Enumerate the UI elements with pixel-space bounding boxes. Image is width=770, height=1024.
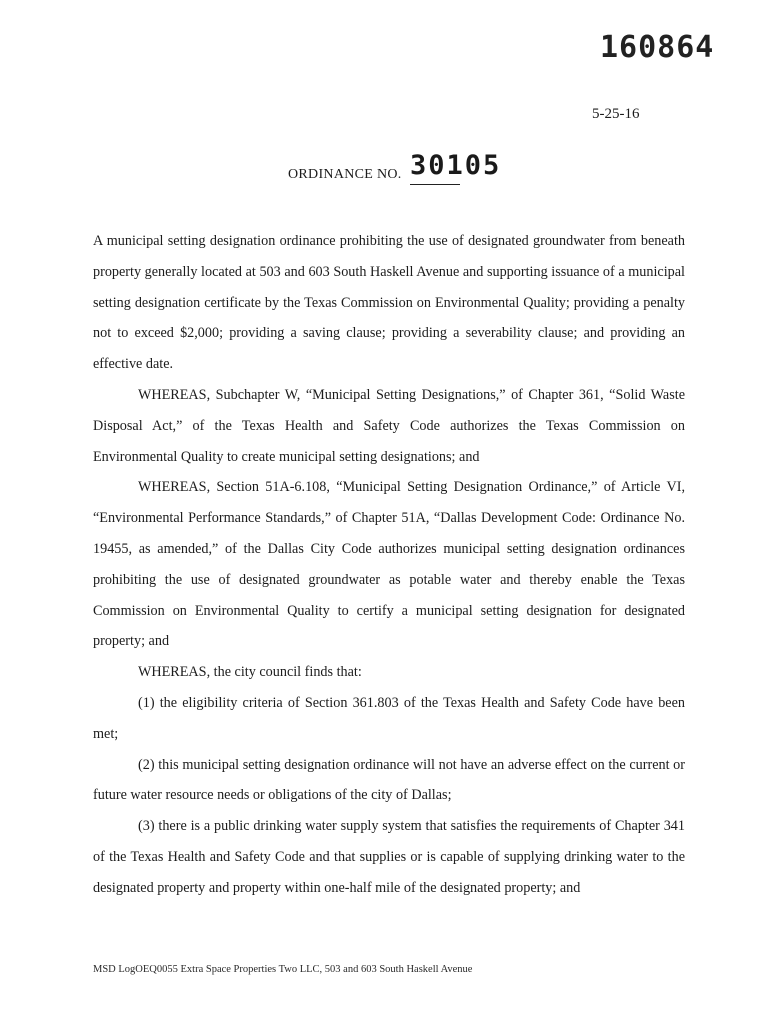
ordinance-number-underline	[410, 184, 460, 185]
ordinance-title	[288, 150, 548, 190]
whereas-paragraph-2: WHEREAS, Section 51A-6.108, “Municipal Setting Designation Ordinance,” of Article VI, “Environmental Performance Standards,” of Chapter 51A, “Dallas Development Code: Ordinance No. 19455, as amended,” of the Dallas City Code authorizes municipal setting designation ordinances prohibiting the use of designated groundwater as potable water and thereby enable the Texas Commission on Environmental Quality to certify a municipal setting designation for designated property; and	[93, 479, 685, 650]
ordinance-label: ORDINANCE NO.	[288, 167, 402, 182]
ordinance-body	[93, 226, 685, 904]
stamped-file-number: 160864	[600, 30, 715, 65]
finding-paragraph-2: (2) this municipal setting designation ordinance will not have an adverse effect on the current or future water resource needs or obligations of the city of Dallas;	[93, 756, 685, 804]
whereas-paragraph-3: WHEREAS, the city council finds that:	[138, 664, 362, 681]
page-footer: MSD LogOEQ0055 Extra Space Properties Two LLC, 503 and 603 South Haskell Avenue	[93, 964, 473, 975]
finding-paragraph-3: (3) there is a public drinking water supply system that satisfies the requirements of Chapter 341 of the Texas Health and Safety Code and that supplies or is capable of supplying drinking water to the designated property and property within one-half mile of the designated property; and	[93, 818, 685, 896]
finding-paragraph-1: (1) the eligibility criteria of Section 361.803 of the Texas Health and Safety Code have been met;	[93, 694, 685, 742]
ordinance-number: 30105	[410, 150, 502, 181]
whereas-paragraph-1: WHEREAS, Subchapter W, “Municipal Setting Designations,” of Chapter 361, “Solid Waste Disposal Act,” of the Texas Health and Safety Code authorizes the Texas Commission on Environmental Quality to create municipal setting designations; and	[93, 386, 685, 465]
caption-paragraph: A municipal setting designation ordinance prohibiting the use of designated groundwater from beneath property generally located at 503 and 603 South Haskell Avenue and supporting issuance of a municipal setting designation certificate by the Texas Commission on Environmental Quality; providing a penalty not to exceed $2,000; providing a saving clause; providing a severability clause; and providing an effective date.	[93, 233, 685, 373]
document-date: 5-25-16	[592, 106, 640, 122]
